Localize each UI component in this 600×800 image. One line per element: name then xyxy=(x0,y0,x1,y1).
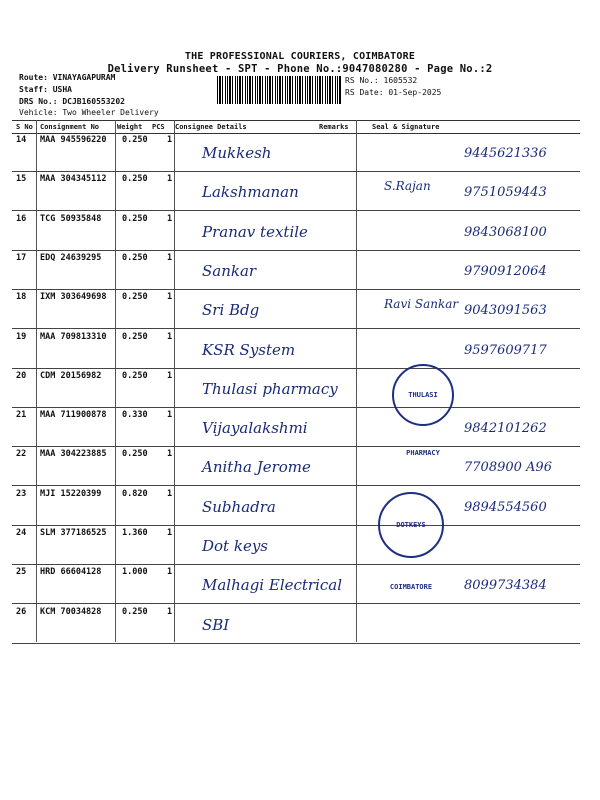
row-consignment-no: MAA 945596220 xyxy=(40,135,107,145)
table-row xyxy=(12,368,580,408)
row-sno: 18 xyxy=(16,292,27,303)
row-sno: 26 xyxy=(16,606,27,617)
row-consignment-no: HRD 66604128 xyxy=(40,567,102,578)
consignee-handwriting: Anitha Jerome xyxy=(202,458,311,477)
consignee-handwriting: Mukkesh xyxy=(202,144,272,162)
table-row xyxy=(12,604,580,644)
row-weight: 0.250 xyxy=(122,449,148,460)
receiver-phone: 9597609717 xyxy=(464,342,547,358)
col-weight: Weight xyxy=(117,123,143,131)
table-row xyxy=(12,564,580,604)
consignee-handwriting: SBI xyxy=(202,615,230,634)
row-sno: 20 xyxy=(16,370,27,381)
consignee-handwriting: Pranav textile xyxy=(202,222,308,241)
runsheet-title: Delivery Runsheet - SPT - Phone No.:9047080280 - Page No.:2 xyxy=(107,63,493,75)
row-sno: 22 xyxy=(16,449,27,460)
receiver-phone: 7708900 A96 xyxy=(464,460,552,476)
row-consignment-no: MAA 304223885 xyxy=(40,449,107,460)
row-pcs: 1 xyxy=(167,528,173,538)
row-pcs: 1 xyxy=(167,174,173,185)
row-consignment-no: CDM 20156982 xyxy=(40,370,102,381)
col-seal: Seal & Signature xyxy=(372,123,440,131)
table-row xyxy=(12,525,580,565)
consignee-handwriting: Sankar xyxy=(202,261,257,280)
table-row xyxy=(12,407,580,447)
row-pcs: 1 xyxy=(167,331,173,342)
row-weight: 1.000 xyxy=(122,567,148,578)
receiver-phone: 9843068100 xyxy=(464,224,547,240)
consignee-handwriting: KSR System xyxy=(202,340,296,359)
rs-date: RS Date: 01-Sep-2025 xyxy=(345,88,442,97)
row-pcs: 1 xyxy=(167,410,173,421)
drs-label: DRS No.: DCJB160553202 xyxy=(19,97,125,106)
row-pcs: 1 xyxy=(167,292,173,303)
row-consignment-no: TCG 50935848 xyxy=(40,213,102,224)
consignee-handwriting: Vijayalakshmi xyxy=(202,419,308,438)
row-consignment-no: MAA 711900878 xyxy=(40,410,107,421)
col-consignee: Consignee Details xyxy=(175,123,247,131)
row-sno: 19 xyxy=(16,331,27,342)
company-title: THE PROFESSIONAL COURIERS, COIMBATORE xyxy=(184,51,416,62)
row-weight: 0.250 xyxy=(122,606,148,617)
receiver-phone: 9894554560 xyxy=(464,499,547,515)
row-consignment-no: SLM 377186525 xyxy=(40,528,107,538)
receiver-phone: 9790912064 xyxy=(464,263,547,279)
table-row xyxy=(12,132,580,172)
table-row xyxy=(12,211,580,251)
row-consignment-no: MAA 304345112 xyxy=(40,174,107,185)
row-sno: 16 xyxy=(16,213,27,224)
row-weight: 1.360 xyxy=(122,528,148,538)
row-pcs: 1 xyxy=(167,449,173,460)
col-pcs: PCS xyxy=(152,123,165,131)
receiver-phone: 9043091563 xyxy=(464,303,547,319)
consignee-handwriting: Lakshmanan xyxy=(202,183,299,202)
staff-label: Staff: USHA xyxy=(19,85,72,94)
row-weight: 0.250 xyxy=(122,135,148,145)
receiver-phone: 9445621336 xyxy=(464,146,547,161)
col-remarks: Remarks xyxy=(319,123,349,131)
table-row xyxy=(12,446,580,486)
row-pcs: 1 xyxy=(167,135,173,145)
row-consignment-no: EDQ 24639295 xyxy=(40,252,102,263)
rs-number: RS No.: 1605532 xyxy=(345,76,418,85)
consignee-handwriting: Sri Bdg xyxy=(202,301,260,320)
consignee-handwriting: Thulasi pharmacy xyxy=(202,379,338,398)
row-sno: 15 xyxy=(16,174,27,185)
row-pcs: 1 xyxy=(167,213,173,224)
row-consignment-no: IXM 303649698 xyxy=(40,292,107,303)
table-row xyxy=(12,486,580,526)
row-sno: 21 xyxy=(16,410,27,421)
pharmacy-stamp: THULASI PHARMACY xyxy=(392,364,454,426)
row-weight: 0.250 xyxy=(122,331,148,342)
row-weight: 0.250 xyxy=(122,370,148,381)
col-sno: S No xyxy=(16,123,33,131)
row-sno: 25 xyxy=(16,567,27,578)
route-label: Route: VINAYAGAPURAM xyxy=(19,73,116,82)
table-row xyxy=(12,289,580,329)
row-weight: 0.330 xyxy=(122,410,148,421)
signature: Ravi Sankar xyxy=(384,297,459,312)
row-consignment-no: MJI 15220399 xyxy=(40,488,102,499)
row-weight: 0.250 xyxy=(122,174,148,185)
receiver-phone: 8099734384 xyxy=(464,578,547,594)
receiver-phone: 9842101262 xyxy=(464,421,547,437)
row-pcs: 1 xyxy=(167,488,173,499)
table-row xyxy=(12,329,580,369)
row-consignment-no: MAA 709813310 xyxy=(40,331,107,342)
row-sno: 23 xyxy=(16,488,27,499)
consignee-handwriting: Malhagi Electrical xyxy=(202,576,343,595)
row-weight: 0.250 xyxy=(122,252,148,263)
row-weight: 0.250 xyxy=(122,213,148,224)
col-consignment: Consignment No xyxy=(40,123,100,131)
table-row xyxy=(12,171,580,211)
receiver-phone: 9751059443 xyxy=(464,185,547,201)
row-weight: 0.250 xyxy=(122,292,148,303)
dotkeys-stamp: DOTKEYS COIMBATORE xyxy=(378,492,444,558)
row-pcs: 1 xyxy=(167,567,173,578)
row-sno: 14 xyxy=(16,135,27,145)
consignee-handwriting: Subhadra xyxy=(202,497,276,516)
row-sno: 24 xyxy=(16,528,27,538)
row-consignment-no: KCM 70034828 xyxy=(40,606,102,617)
table-row xyxy=(12,250,580,290)
row-pcs: 1 xyxy=(167,370,173,381)
signature: S.Rajan xyxy=(384,179,431,194)
row-sno: 17 xyxy=(16,252,27,263)
row-weight: 0.820 xyxy=(122,488,148,499)
row-pcs: 1 xyxy=(167,252,173,263)
vehicle-label: Vehicle: Two Wheeler Delivery xyxy=(19,108,159,117)
barcode xyxy=(217,76,341,104)
consignee-handwriting: Dot keys xyxy=(202,537,268,555)
row-pcs: 1 xyxy=(167,606,173,617)
